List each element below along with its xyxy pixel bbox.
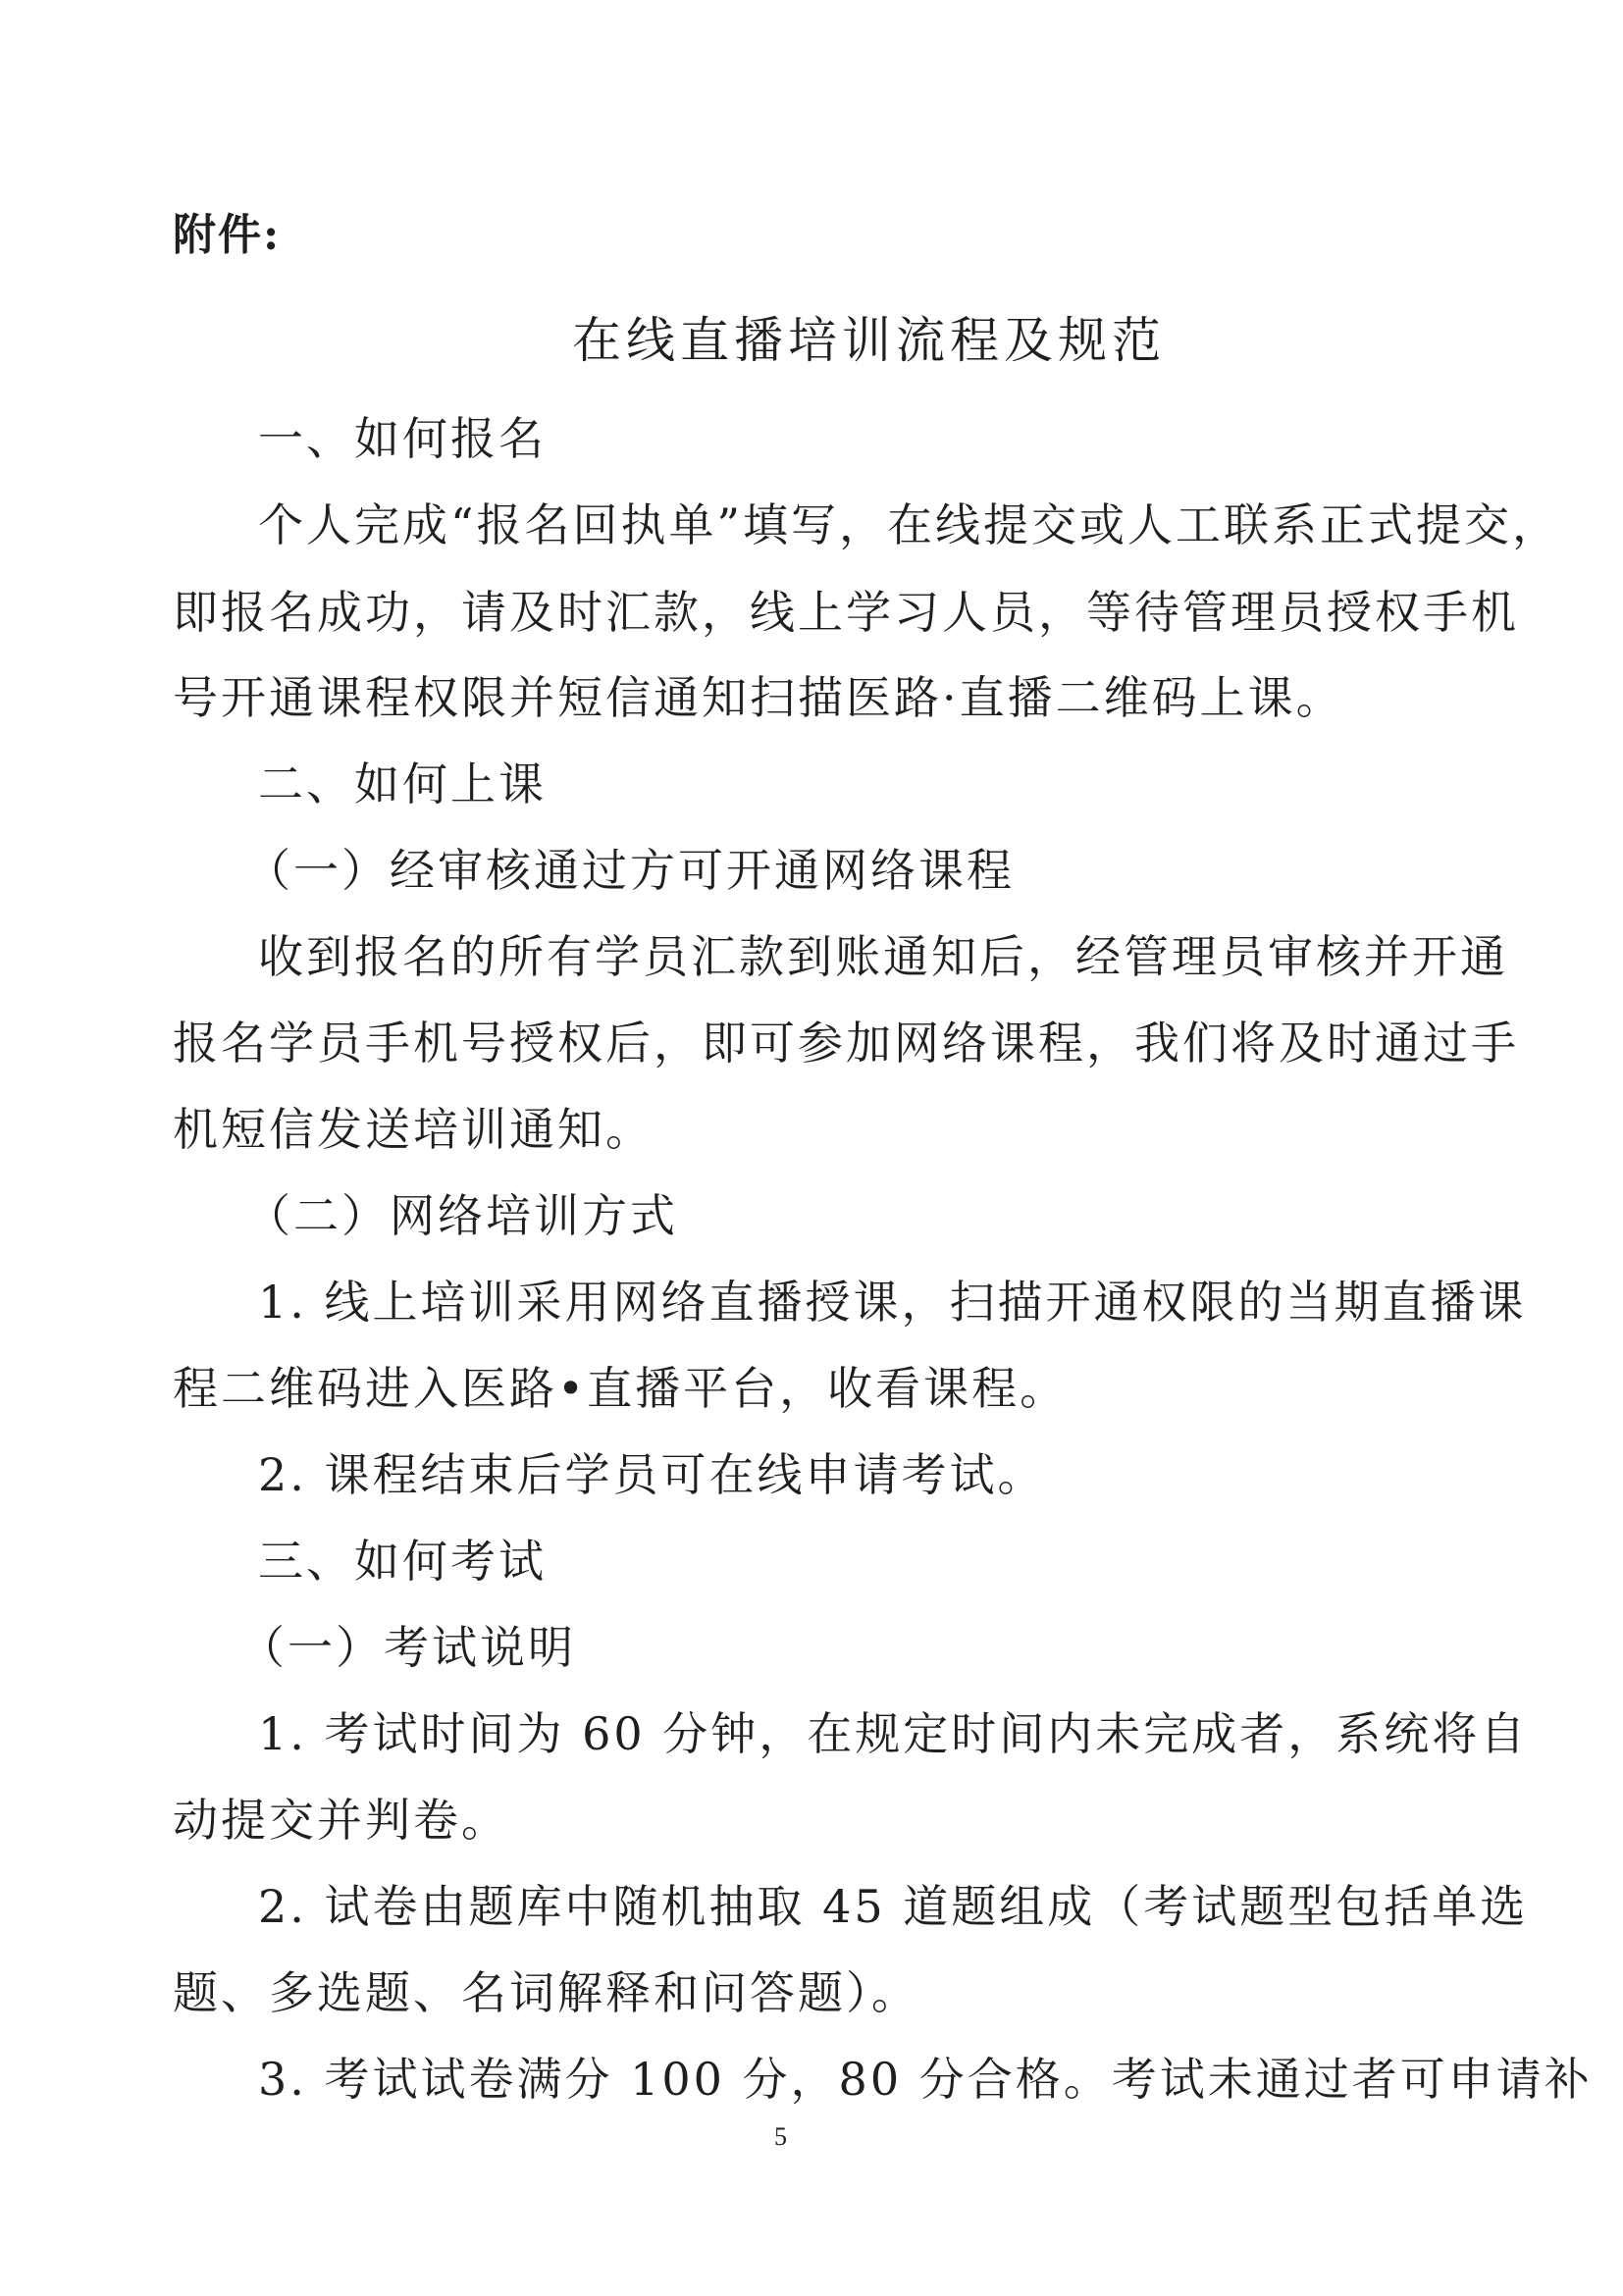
body-line: 3. 考试试卷满分 100 分，80 分合格。考试未通过者可申请补 <box>258 2053 1593 2106</box>
subsection-heading: （二）网络培训方式 <box>245 1189 678 1242</box>
body-line: 即报名成功，请及时汇款，线上学习人员，等待管理员授权手机 <box>173 586 1519 639</box>
body-line: 报名学员手机号授权后，即可参加网络课程，我们将及时通过手 <box>173 1017 1519 1070</box>
body-line: 题、多选题、名词解释和问答题）。 <box>173 1966 919 2019</box>
body-line: 程二维码进入医路•直播平台，收看课程。 <box>173 1362 1069 1415</box>
body-line: 2. 试卷由题库中随机抽取 45 道题组成（考试题型包括单选 <box>258 1880 1529 1933</box>
body-line: 1. 考试时间为 60 分钟，在规定时间内未完成者，系统将自 <box>258 1707 1529 1760</box>
subsection-heading: （一）经审核通过方可开通网络课程 <box>245 844 1015 897</box>
attachment-label: 附件: <box>173 210 282 260</box>
document-title: 在线直播培训流程及规范 <box>572 312 1166 369</box>
body-line: 1. 线上培训采用网络直播授课，扫描开通权限的当期直播课 <box>258 1276 1527 1329</box>
section-heading-1: 一、如何报名 <box>258 412 547 465</box>
section-heading-2: 二、如何上课 <box>258 757 547 810</box>
body-line: 机短信发送培训通知。 <box>173 1103 654 1156</box>
body-line: 2. 课程结束后学员可在线申请考试。 <box>258 1448 1046 1501</box>
body-line: 收到报名的所有学员汇款到账通知后，经管理员审核并开通 <box>258 930 1508 983</box>
body-line: 个人完成“报名回执单”填写，在线提交或人工联系正式提交， <box>258 498 1561 551</box>
body-line: 号开通课程权限并短信通知扫描医路·直播二维码上课。 <box>173 671 1344 724</box>
body-line: 动提交并判卷。 <box>173 1794 509 1847</box>
section-heading-3: 三、如何考试 <box>258 1535 547 1588</box>
page-number: 5 <box>774 2122 787 2151</box>
subsection-heading: （一）考试说明 <box>239 1621 576 1674</box>
